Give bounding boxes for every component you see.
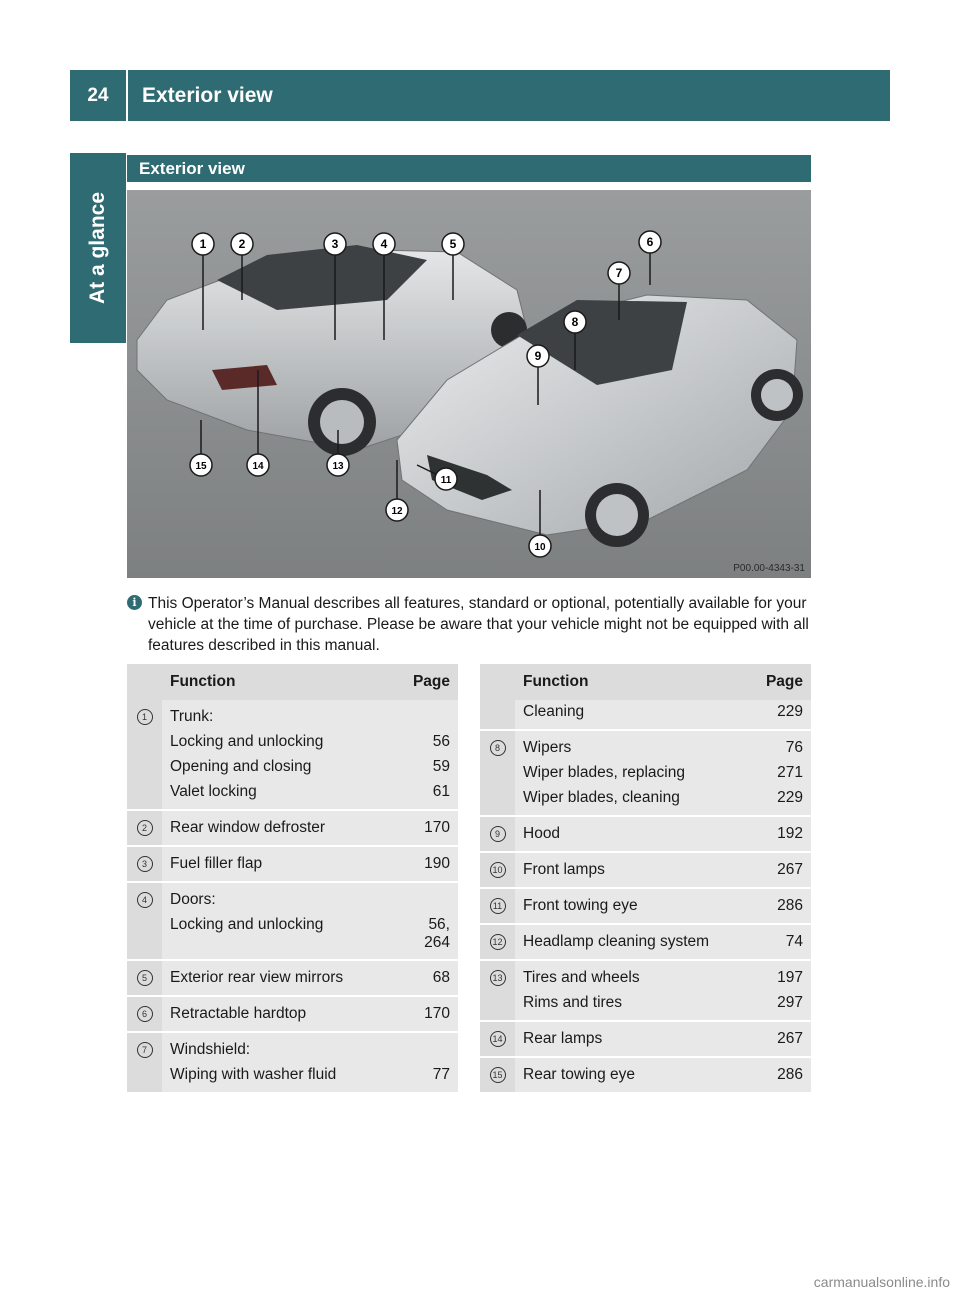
item-number-cell bbox=[127, 755, 162, 780]
function-cell: Windshield: bbox=[162, 1032, 404, 1063]
item-number: 14 bbox=[490, 1031, 506, 1047]
table-row bbox=[480, 786, 811, 816]
function-cell: Doors: bbox=[162, 882, 404, 913]
table-row bbox=[480, 1021, 811, 1057]
table-row bbox=[127, 700, 458, 730]
right-table-body bbox=[480, 700, 811, 1093]
item-number: 12 bbox=[490, 934, 506, 950]
page-cell: 74 bbox=[757, 924, 811, 960]
callout-label: 15 bbox=[195, 461, 207, 472]
page-cell: 56 bbox=[404, 730, 458, 755]
item-number-cell bbox=[127, 1063, 162, 1093]
table-row bbox=[127, 913, 458, 960]
info-icon: i bbox=[127, 595, 142, 610]
function-cell: Retractable hardtop bbox=[162, 996, 404, 1032]
callout-9 bbox=[527, 345, 549, 367]
item-number: 4 bbox=[137, 892, 153, 908]
number-header bbox=[127, 664, 162, 700]
table-row bbox=[127, 755, 458, 780]
item-number-cell bbox=[127, 730, 162, 755]
watermark: carmanualsonline.info bbox=[813, 1274, 950, 1290]
callout-13 bbox=[327, 454, 349, 476]
function-cell: Exterior rear view mirrors bbox=[162, 960, 404, 996]
function-cell: Rear towing eye bbox=[515, 1057, 757, 1093]
header-title: Exterior view bbox=[142, 83, 273, 107]
page-cell bbox=[404, 700, 458, 730]
item-number: 3 bbox=[137, 856, 153, 872]
page-cell: 229 bbox=[757, 786, 811, 816]
section-title: Exterior view bbox=[127, 155, 811, 182]
function-cell: Rear lamps bbox=[515, 1021, 757, 1057]
item-number: 2 bbox=[137, 820, 153, 836]
page-cell: 77 bbox=[404, 1063, 458, 1093]
callout-label: 11 bbox=[440, 475, 452, 486]
table-row bbox=[480, 816, 811, 852]
page-cell: 271 bbox=[757, 761, 811, 786]
table-row bbox=[480, 761, 811, 786]
callout-15 bbox=[190, 454, 212, 476]
table-row bbox=[480, 960, 811, 991]
item-number-cell bbox=[127, 780, 162, 810]
car-exterior-figure bbox=[127, 190, 811, 578]
table-row bbox=[127, 846, 458, 882]
function-cell: Hood bbox=[515, 816, 757, 852]
item-number: 11 bbox=[490, 898, 506, 914]
item-number-cell bbox=[127, 960, 162, 996]
side-tab-label: At a glance bbox=[86, 191, 109, 305]
left-table-body bbox=[127, 700, 458, 1093]
item-number-cell bbox=[127, 846, 162, 882]
callout-label: 6 bbox=[646, 235, 654, 249]
item-number: 6 bbox=[137, 1006, 153, 1022]
table-row bbox=[127, 996, 458, 1032]
function-cell: Rims and tires bbox=[515, 991, 757, 1021]
function-cell: Tires and wheels bbox=[515, 960, 757, 991]
callout-label: 3 bbox=[331, 237, 339, 251]
callout-10 bbox=[529, 535, 551, 557]
page-cell: 229 bbox=[757, 700, 811, 730]
callout-1 bbox=[192, 233, 214, 255]
function-cell: Headlamp cleaning system bbox=[515, 924, 757, 960]
item-number-cell bbox=[480, 700, 515, 730]
callout-label: 10 bbox=[534, 542, 546, 553]
callout-label: 5 bbox=[449, 237, 457, 251]
page-cell: 197 bbox=[757, 960, 811, 991]
rear-car-rim bbox=[320, 400, 364, 444]
item-number-cell bbox=[480, 924, 515, 960]
item-number-cell bbox=[127, 913, 162, 960]
callout-14 bbox=[247, 454, 269, 476]
function-cell: Rear window defroster bbox=[162, 810, 404, 846]
table-row bbox=[127, 1032, 458, 1063]
function-cell: Valet locking bbox=[162, 780, 404, 810]
function-cell: Locking and unlocking bbox=[162, 730, 404, 755]
item-number-cell bbox=[480, 852, 515, 888]
number-header bbox=[480, 664, 515, 700]
callout-label: 14 bbox=[252, 461, 264, 472]
function-cell: Wiping with washer fluid bbox=[162, 1063, 404, 1093]
item-number: 5 bbox=[137, 970, 153, 986]
item-number-cell bbox=[480, 816, 515, 852]
page-cell: 76 bbox=[757, 730, 811, 761]
callout-7 bbox=[608, 262, 630, 284]
function-cell: Front lamps bbox=[515, 852, 757, 888]
item-number: 15 bbox=[490, 1067, 506, 1083]
table-row bbox=[127, 780, 458, 810]
page-cell: 192 bbox=[757, 816, 811, 852]
callout-label: 9 bbox=[534, 349, 542, 363]
item-number-cell bbox=[480, 786, 515, 816]
item-number-cell bbox=[480, 888, 515, 924]
table-row bbox=[127, 810, 458, 846]
page-cell: 59 bbox=[404, 755, 458, 780]
page-cell: 286 bbox=[757, 1057, 811, 1093]
callout-label: 2 bbox=[238, 237, 246, 251]
function-cell: Front towing eye bbox=[515, 888, 757, 924]
info-text: This Operator’s Manual describes all features, standard or optional, potentially available for your vehicle at the time of purchase. Please be aware that your vehicle might not be equipped with all features described in this manual. bbox=[148, 595, 809, 654]
page-header: Page bbox=[757, 664, 811, 700]
item-number: 7 bbox=[137, 1042, 153, 1058]
callout-label: 1 bbox=[199, 237, 207, 251]
info-note bbox=[127, 593, 811, 656]
page-header: Page bbox=[404, 664, 458, 700]
item-number-cell bbox=[480, 761, 515, 786]
callout-2 bbox=[231, 233, 253, 255]
callout-8 bbox=[564, 311, 586, 333]
callout-label: 8 bbox=[571, 315, 579, 329]
callout-label: 12 bbox=[391, 506, 403, 517]
function-header: Function bbox=[515, 664, 757, 700]
page-cell bbox=[404, 1032, 458, 1063]
item-number-cell bbox=[127, 810, 162, 846]
item-number: 9 bbox=[490, 826, 506, 842]
table-row bbox=[480, 730, 811, 761]
callout-12 bbox=[386, 499, 408, 521]
header-bar bbox=[70, 70, 890, 121]
item-number-cell bbox=[127, 882, 162, 913]
page-cell: 267 bbox=[757, 1021, 811, 1057]
item-number-cell bbox=[480, 1021, 515, 1057]
function-cell: Locking and unlocking bbox=[162, 913, 404, 960]
table-row bbox=[127, 730, 458, 755]
function-cell: Wiper blades, replacing bbox=[515, 761, 757, 786]
item-number-cell bbox=[480, 1057, 515, 1093]
function-cell: Wipers bbox=[515, 730, 757, 761]
item-number: 13 bbox=[490, 970, 506, 986]
item-number-cell bbox=[480, 730, 515, 761]
page-cell: 56, 264 bbox=[404, 913, 458, 960]
table-row bbox=[480, 700, 811, 730]
table-row bbox=[480, 852, 811, 888]
callout-3 bbox=[324, 233, 346, 255]
page-cell: 297 bbox=[757, 991, 811, 1021]
function-cell: Fuel filler flap bbox=[162, 846, 404, 882]
callout-4 bbox=[373, 233, 395, 255]
function-cell: Opening and closing bbox=[162, 755, 404, 780]
item-number-cell bbox=[127, 700, 162, 730]
table-row bbox=[480, 924, 811, 960]
callout-label: 7 bbox=[615, 266, 623, 280]
callout-label: 13 bbox=[332, 461, 344, 472]
car-illustration bbox=[127, 190, 811, 578]
item-number: 1 bbox=[137, 709, 153, 725]
page-cell: 190 bbox=[404, 846, 458, 882]
item-number: 10 bbox=[490, 862, 506, 878]
item-number: 8 bbox=[490, 740, 506, 756]
page-cell: 61 bbox=[404, 780, 458, 810]
function-header: Function bbox=[162, 664, 404, 700]
callout-6 bbox=[639, 231, 661, 253]
function-cell: Trunk: bbox=[162, 700, 404, 730]
front-car-rim bbox=[596, 494, 638, 536]
function-cell: Wiper blades, cleaning bbox=[515, 786, 757, 816]
page-cell: 286 bbox=[757, 888, 811, 924]
page-cell: 68 bbox=[404, 960, 458, 996]
table-header-row bbox=[480, 664, 811, 700]
page-cell: 170 bbox=[404, 996, 458, 1032]
function-cell: Cleaning bbox=[515, 700, 757, 730]
item-number-cell bbox=[480, 991, 515, 1021]
page-cell: 267 bbox=[757, 852, 811, 888]
callout-label: 4 bbox=[380, 237, 388, 251]
right-function-table bbox=[480, 664, 811, 1094]
page-cell bbox=[404, 882, 458, 913]
front-car-rear-rim bbox=[761, 379, 793, 411]
item-number-cell bbox=[127, 1032, 162, 1063]
table-row bbox=[480, 1057, 811, 1093]
page-number: 24 bbox=[70, 70, 128, 121]
table-row bbox=[480, 991, 811, 1021]
table-row bbox=[480, 888, 811, 924]
table-row bbox=[127, 960, 458, 996]
table-header-row bbox=[127, 664, 458, 700]
table-row bbox=[127, 1063, 458, 1093]
page-cell: 170 bbox=[404, 810, 458, 846]
left-function-table bbox=[127, 664, 458, 1094]
callout-11 bbox=[435, 468, 457, 490]
item-number-cell bbox=[127, 996, 162, 1032]
callout-5 bbox=[442, 233, 464, 255]
item-number-cell bbox=[480, 960, 515, 991]
figure-code: P00.00-4343-31 bbox=[733, 563, 805, 574]
table-row bbox=[127, 882, 458, 913]
side-tab bbox=[70, 153, 126, 343]
